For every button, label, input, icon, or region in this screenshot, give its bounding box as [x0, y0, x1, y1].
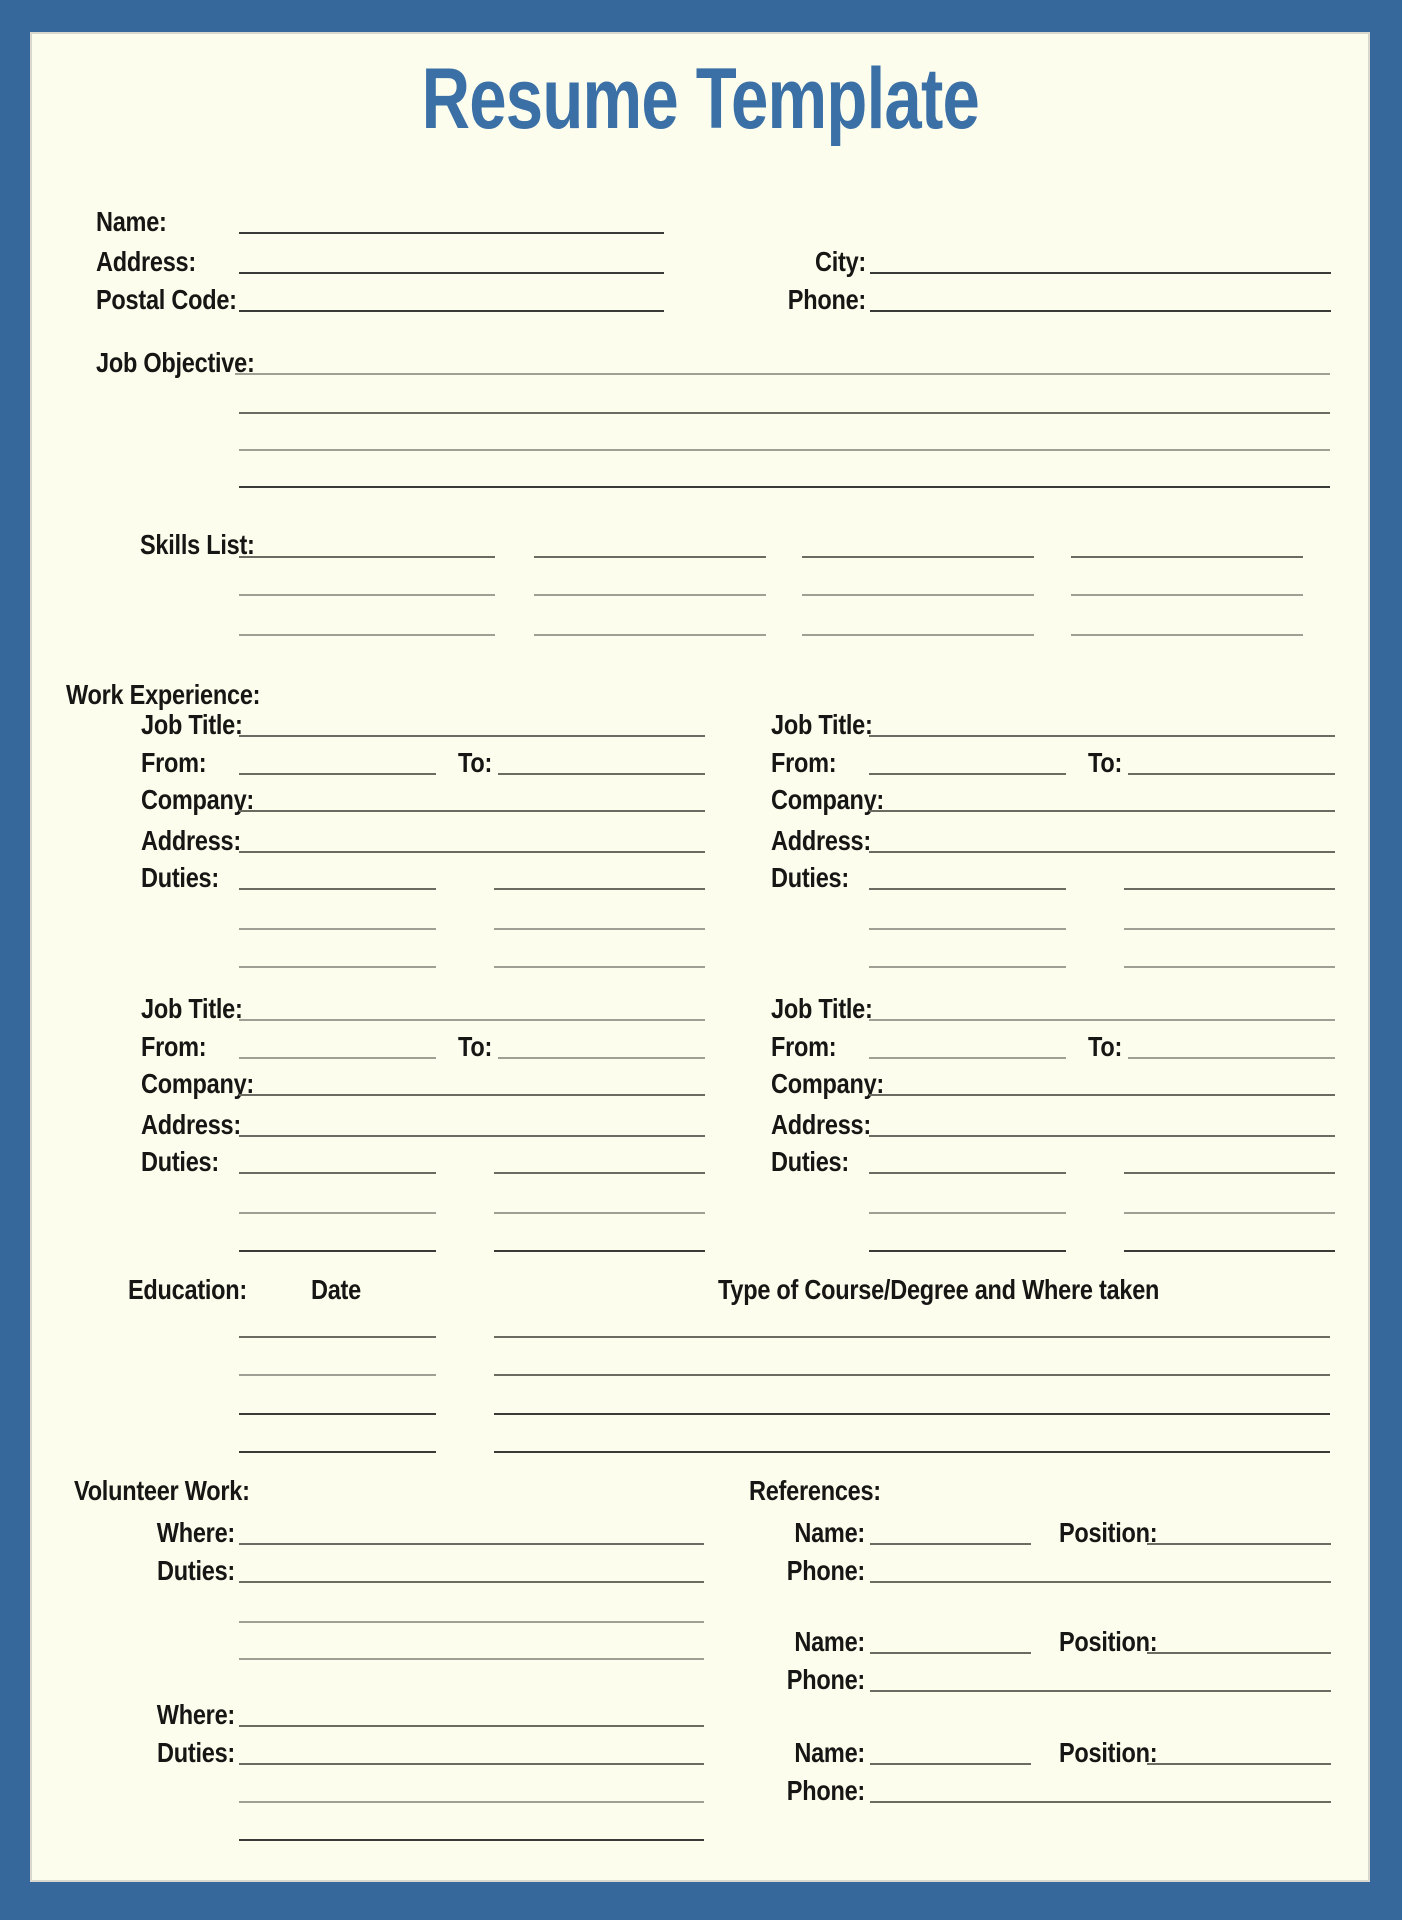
to-field-line[interactable]: [1128, 773, 1335, 775]
education-course-header: Type of Course/Degree and Where taken: [718, 1274, 1160, 1305]
duty-line[interactable]: [1124, 928, 1335, 930]
education-course-line[interactable]: [494, 1413, 1330, 1415]
address-label: Address:: [141, 825, 241, 856]
page-title: Resume Template: [421, 51, 979, 147]
company-label: Company:: [141, 784, 254, 815]
job-objective-line-3[interactable]: [239, 449, 1330, 451]
volunteer-duties-line[interactable]: [239, 1801, 704, 1803]
volunteer-duties-line[interactable]: [239, 1839, 704, 1841]
to-label: To:: [458, 747, 493, 778]
address-field-line[interactable]: [869, 1135, 1335, 1137]
from-label: From:: [771, 1031, 837, 1062]
duty-line[interactable]: [1124, 966, 1335, 968]
to-field-line[interactable]: [498, 773, 705, 775]
job-title-label: Job Title:: [141, 709, 243, 740]
reference-position-label: Position:: [1059, 1737, 1158, 1768]
duty-line[interactable]: [239, 966, 436, 968]
reference-name-label: Name:: [794, 1626, 865, 1657]
reference-position-label: Position:: [1059, 1517, 1158, 1548]
skill-line[interactable]: [1071, 556, 1303, 558]
reference-name-line[interactable]: [870, 1763, 1031, 1765]
to-label: To:: [458, 1031, 493, 1062]
name-field-line[interactable]: [239, 232, 664, 234]
job-entry-4: [771, 994, 1335, 1254]
job-title-field-line[interactable]: [869, 1019, 1335, 1021]
duties-label: Duties:: [771, 862, 849, 893]
phone-label: Phone:: [787, 284, 866, 315]
job-objective-line-1[interactable]: [235, 373, 1330, 375]
job-title-label: Job Title:: [771, 993, 873, 1024]
job-title-field-line[interactable]: [869, 735, 1335, 737]
to-field-line[interactable]: [498, 1057, 705, 1059]
volunteer-duties-label: Duties:: [157, 1555, 235, 1586]
skill-line[interactable]: [534, 556, 766, 558]
volunteer-where-line[interactable]: [239, 1543, 704, 1545]
volunteer-duties-line[interactable]: [239, 1621, 704, 1623]
volunteer-where-line[interactable]: [239, 1725, 704, 1727]
reference-position-label: Position:: [1059, 1626, 1158, 1657]
duty-line[interactable]: [1124, 1172, 1335, 1174]
from-label: From:: [141, 747, 207, 778]
city-field-line[interactable]: [870, 272, 1331, 274]
duty-line[interactable]: [869, 1250, 1066, 1252]
company-field-line[interactable]: [239, 810, 705, 812]
reference-position-line[interactable]: [1147, 1763, 1331, 1765]
skill-line[interactable]: [239, 634, 495, 636]
resume-page: [30, 32, 1370, 1882]
name-label: Name:: [96, 206, 167, 237]
address-field-line[interactable]: [869, 851, 1335, 853]
education-date-line[interactable]: [239, 1451, 436, 1453]
from-field-line[interactable]: [239, 1057, 436, 1059]
duty-line[interactable]: [494, 1172, 705, 1174]
to-field-line[interactable]: [1128, 1057, 1335, 1059]
address-field-line[interactable]: [239, 851, 705, 853]
duty-line[interactable]: [494, 966, 705, 968]
from-label: From:: [771, 747, 837, 778]
duty-line[interactable]: [869, 1212, 1066, 1214]
job-objective-line-2[interactable]: [239, 412, 1330, 414]
job-objective-line-4[interactable]: [239, 486, 1330, 488]
company-label: Company:: [771, 784, 884, 815]
education-course-line[interactable]: [494, 1374, 1330, 1376]
job-entry-3: [141, 994, 705, 1254]
company-field-line[interactable]: [869, 810, 1335, 812]
from-field-line[interactable]: [869, 1057, 1066, 1059]
duties-label: Duties:: [141, 1146, 219, 1177]
duty-line[interactable]: [494, 928, 705, 930]
skill-line[interactable]: [534, 634, 766, 636]
duty-line[interactable]: [869, 966, 1066, 968]
duty-line[interactable]: [1124, 1212, 1335, 1214]
job-entry-2: [771, 710, 1335, 970]
skill-line[interactable]: [802, 556, 1034, 558]
postal-code-field-line[interactable]: [239, 310, 664, 312]
duty-line[interactable]: [239, 1250, 436, 1252]
reference-name-line[interactable]: [870, 1543, 1031, 1545]
reference-name-label: Name:: [794, 1737, 865, 1768]
duty-line[interactable]: [1124, 1250, 1335, 1252]
address-field-line[interactable]: [239, 1135, 705, 1137]
company-field-line[interactable]: [239, 1094, 705, 1096]
reference-phone-label: Phone:: [786, 1555, 865, 1586]
education-course-line[interactable]: [494, 1336, 1330, 1338]
duty-line[interactable]: [869, 888, 1066, 890]
duty-line[interactable]: [494, 888, 705, 890]
address-label: Address:: [96, 246, 196, 277]
address-label: Address:: [771, 1109, 871, 1140]
work-experience-header: Work Experience:: [66, 679, 261, 710]
from-field-line[interactable]: [239, 773, 436, 775]
reference-position-line[interactable]: [1147, 1652, 1331, 1654]
duty-line[interactable]: [239, 888, 436, 890]
volunteer-duties-line[interactable]: [239, 1658, 704, 1660]
skill-line[interactable]: [1071, 594, 1303, 596]
reference-phone-label: Phone:: [786, 1775, 865, 1806]
company-field-line[interactable]: [869, 1094, 1335, 1096]
duty-line[interactable]: [494, 1250, 705, 1252]
duty-line[interactable]: [1124, 888, 1335, 890]
reference-position-line[interactable]: [1147, 1543, 1331, 1545]
from-label: From:: [141, 1031, 207, 1062]
postal-code-label: Postal Code:: [96, 284, 237, 315]
job-title-label: Job Title:: [141, 993, 243, 1024]
reference-phone-label: Phone:: [786, 1664, 865, 1695]
reference-name-line[interactable]: [870, 1652, 1031, 1654]
volunteer-where-label: Where:: [156, 1699, 235, 1730]
job-title-field-line[interactable]: [239, 735, 705, 737]
reference-phone-line[interactable]: [870, 1801, 1331, 1803]
job-entry-1: [141, 710, 705, 970]
to-label: To:: [1088, 1031, 1123, 1062]
education-date-line[interactable]: [239, 1374, 436, 1376]
education-header: Education:: [128, 1274, 248, 1305]
skill-line[interactable]: [1071, 634, 1303, 636]
duty-line[interactable]: [869, 928, 1066, 930]
address-label: Address:: [141, 1109, 241, 1140]
duty-line[interactable]: [494, 1212, 705, 1214]
company-label: Company:: [141, 1068, 254, 1099]
education-course-line[interactable]: [494, 1451, 1330, 1453]
volunteer-duties-label: Duties:: [157, 1737, 235, 1768]
city-label: City:: [814, 246, 866, 277]
reference-phone-line[interactable]: [870, 1581, 1331, 1583]
phone-field-line[interactable]: [870, 310, 1331, 312]
duties-label: Duties:: [771, 1146, 849, 1177]
job-objective-label: Job Objective:: [96, 347, 255, 378]
reference-name-label: Name:: [794, 1517, 865, 1548]
skill-line[interactable]: [802, 634, 1034, 636]
references-header: References:: [749, 1475, 881, 1506]
company-label: Company:: [771, 1068, 884, 1099]
duty-line[interactable]: [869, 1172, 1066, 1174]
skill-line[interactable]: [802, 594, 1034, 596]
job-title-label: Job Title:: [771, 709, 873, 740]
from-field-line[interactable]: [869, 773, 1066, 775]
to-label: To:: [1088, 747, 1123, 778]
address-label: Address:: [771, 825, 871, 856]
volunteer-duties-line[interactable]: [239, 1581, 704, 1583]
education-date-line[interactable]: [239, 1413, 436, 1415]
volunteer-work-header: Volunteer Work:: [74, 1475, 250, 1506]
duty-line[interactable]: [239, 928, 436, 930]
reference-phone-line[interactable]: [870, 1690, 1331, 1692]
duty-line[interactable]: [239, 1172, 436, 1174]
skill-line[interactable]: [534, 594, 766, 596]
job-title-field-line[interactable]: [239, 1019, 705, 1021]
skills-list-label: Skills List:: [140, 529, 255, 560]
volunteer-where-label: Where:: [156, 1517, 235, 1548]
duties-label: Duties:: [141, 862, 219, 893]
education-date-header: Date: [311, 1274, 361, 1305]
skill-line[interactable]: [239, 556, 495, 558]
address-field-line[interactable]: [239, 272, 664, 274]
volunteer-duties-line[interactable]: [239, 1763, 704, 1765]
skill-line[interactable]: [239, 594, 495, 596]
duty-line[interactable]: [239, 1212, 436, 1214]
education-date-line[interactable]: [239, 1336, 436, 1338]
